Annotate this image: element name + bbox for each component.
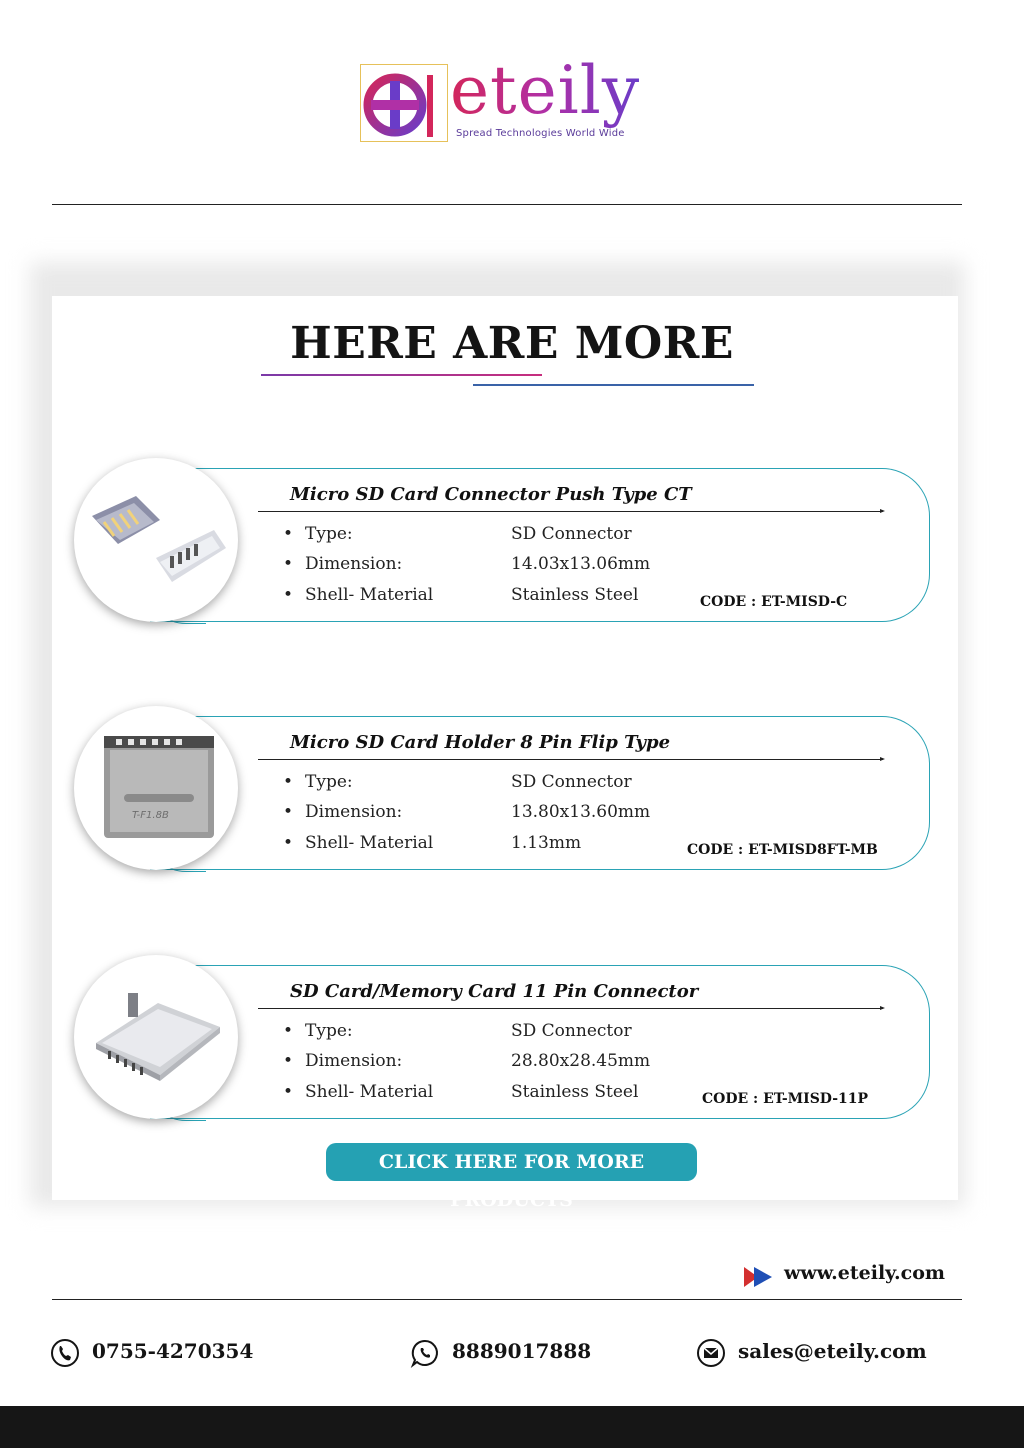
- product-code: CODE : ET-MISD-C: [700, 594, 848, 610]
- website-link[interactable]: www.eteily.com: [784, 1262, 945, 1284]
- spec-value: SD Connector: [511, 772, 632, 792]
- product-title: SD Card/Memory Card 11 Pin Connector: [290, 981, 699, 1002]
- product-code: CODE : ET-MISD8FT-MB: [687, 842, 878, 858]
- spec-value: Stainless Steel: [511, 585, 639, 605]
- spec-value: 14.03x13.06mm: [511, 554, 651, 574]
- product-title: Micro SD Card Holder 8 Pin Flip Type: [290, 732, 671, 753]
- spec-value: SD Connector: [511, 1021, 632, 1041]
- heading-underline-right: [473, 384, 754, 386]
- section-heading: HERE ARE MORE: [290, 318, 734, 369]
- product-card[interactable]: [0, 458, 1024, 628]
- footer-divider: [52, 1299, 962, 1300]
- spec-label: • Shell- Material: [283, 585, 434, 605]
- spec-value: 13.80x13.60mm: [511, 802, 651, 822]
- spec-label: • Dimension:: [283, 802, 403, 822]
- logo-tagline: Spread Technologies World Wide: [456, 128, 625, 139]
- whatsapp-number: 8889017888: [452, 1339, 592, 1363]
- mail-icon: [696, 1338, 726, 1368]
- product-title: Micro SD Card Connector Push Type CT: [290, 484, 692, 505]
- spec-label: • Dimension:: [283, 554, 403, 574]
- spec-label: • Shell- Material: [283, 833, 434, 853]
- product-card[interactable]: [0, 706, 1024, 876]
- product-image-sd-11pin: [74, 955, 238, 1119]
- product-image-micro-sd-flip: [74, 706, 238, 870]
- logo-wordmark: eteily: [450, 52, 641, 129]
- whatsapp-icon: [410, 1338, 440, 1368]
- product-card[interactable]: [0, 955, 1024, 1125]
- email-address: sales@eteily.com: [738, 1339, 927, 1363]
- spec-label: • Type:: [283, 772, 353, 792]
- title-arrow-rule: [258, 759, 883, 760]
- heading-underline-left: [261, 374, 542, 376]
- more-products-button[interactable]: CLICK HERE FOR MORE PRODUCTS: [326, 1143, 697, 1181]
- brand-logo[interactable]: [360, 52, 665, 145]
- header-divider: [52, 204, 962, 205]
- logo-mark: [360, 64, 448, 142]
- spec-label: • Type:: [283, 524, 353, 544]
- spec-label: • Shell- Material: [283, 1082, 434, 1102]
- spec-value: Stainless Steel: [511, 1082, 639, 1102]
- spec-value: 28.80x28.45mm: [511, 1051, 651, 1071]
- title-arrow-rule: [258, 1008, 883, 1009]
- play-arrow-icon: [744, 1265, 774, 1293]
- spec-value: SD Connector: [511, 524, 632, 544]
- phone-icon: [50, 1338, 80, 1368]
- svg-text:T-F1.8B: T-F1.8B: [132, 810, 169, 821]
- product-code: CODE : ET-MISD-11P: [702, 1091, 869, 1107]
- spec-value: 1.13mm: [511, 833, 582, 853]
- footer-bar: [0, 1406, 1024, 1448]
- phone-number: 0755-4270354: [92, 1339, 254, 1363]
- spec-label: • Type:: [283, 1021, 353, 1041]
- spec-label: • Dimension:: [283, 1051, 403, 1071]
- product-image-micro-sd-push: [74, 458, 238, 622]
- title-arrow-rule: [258, 511, 883, 512]
